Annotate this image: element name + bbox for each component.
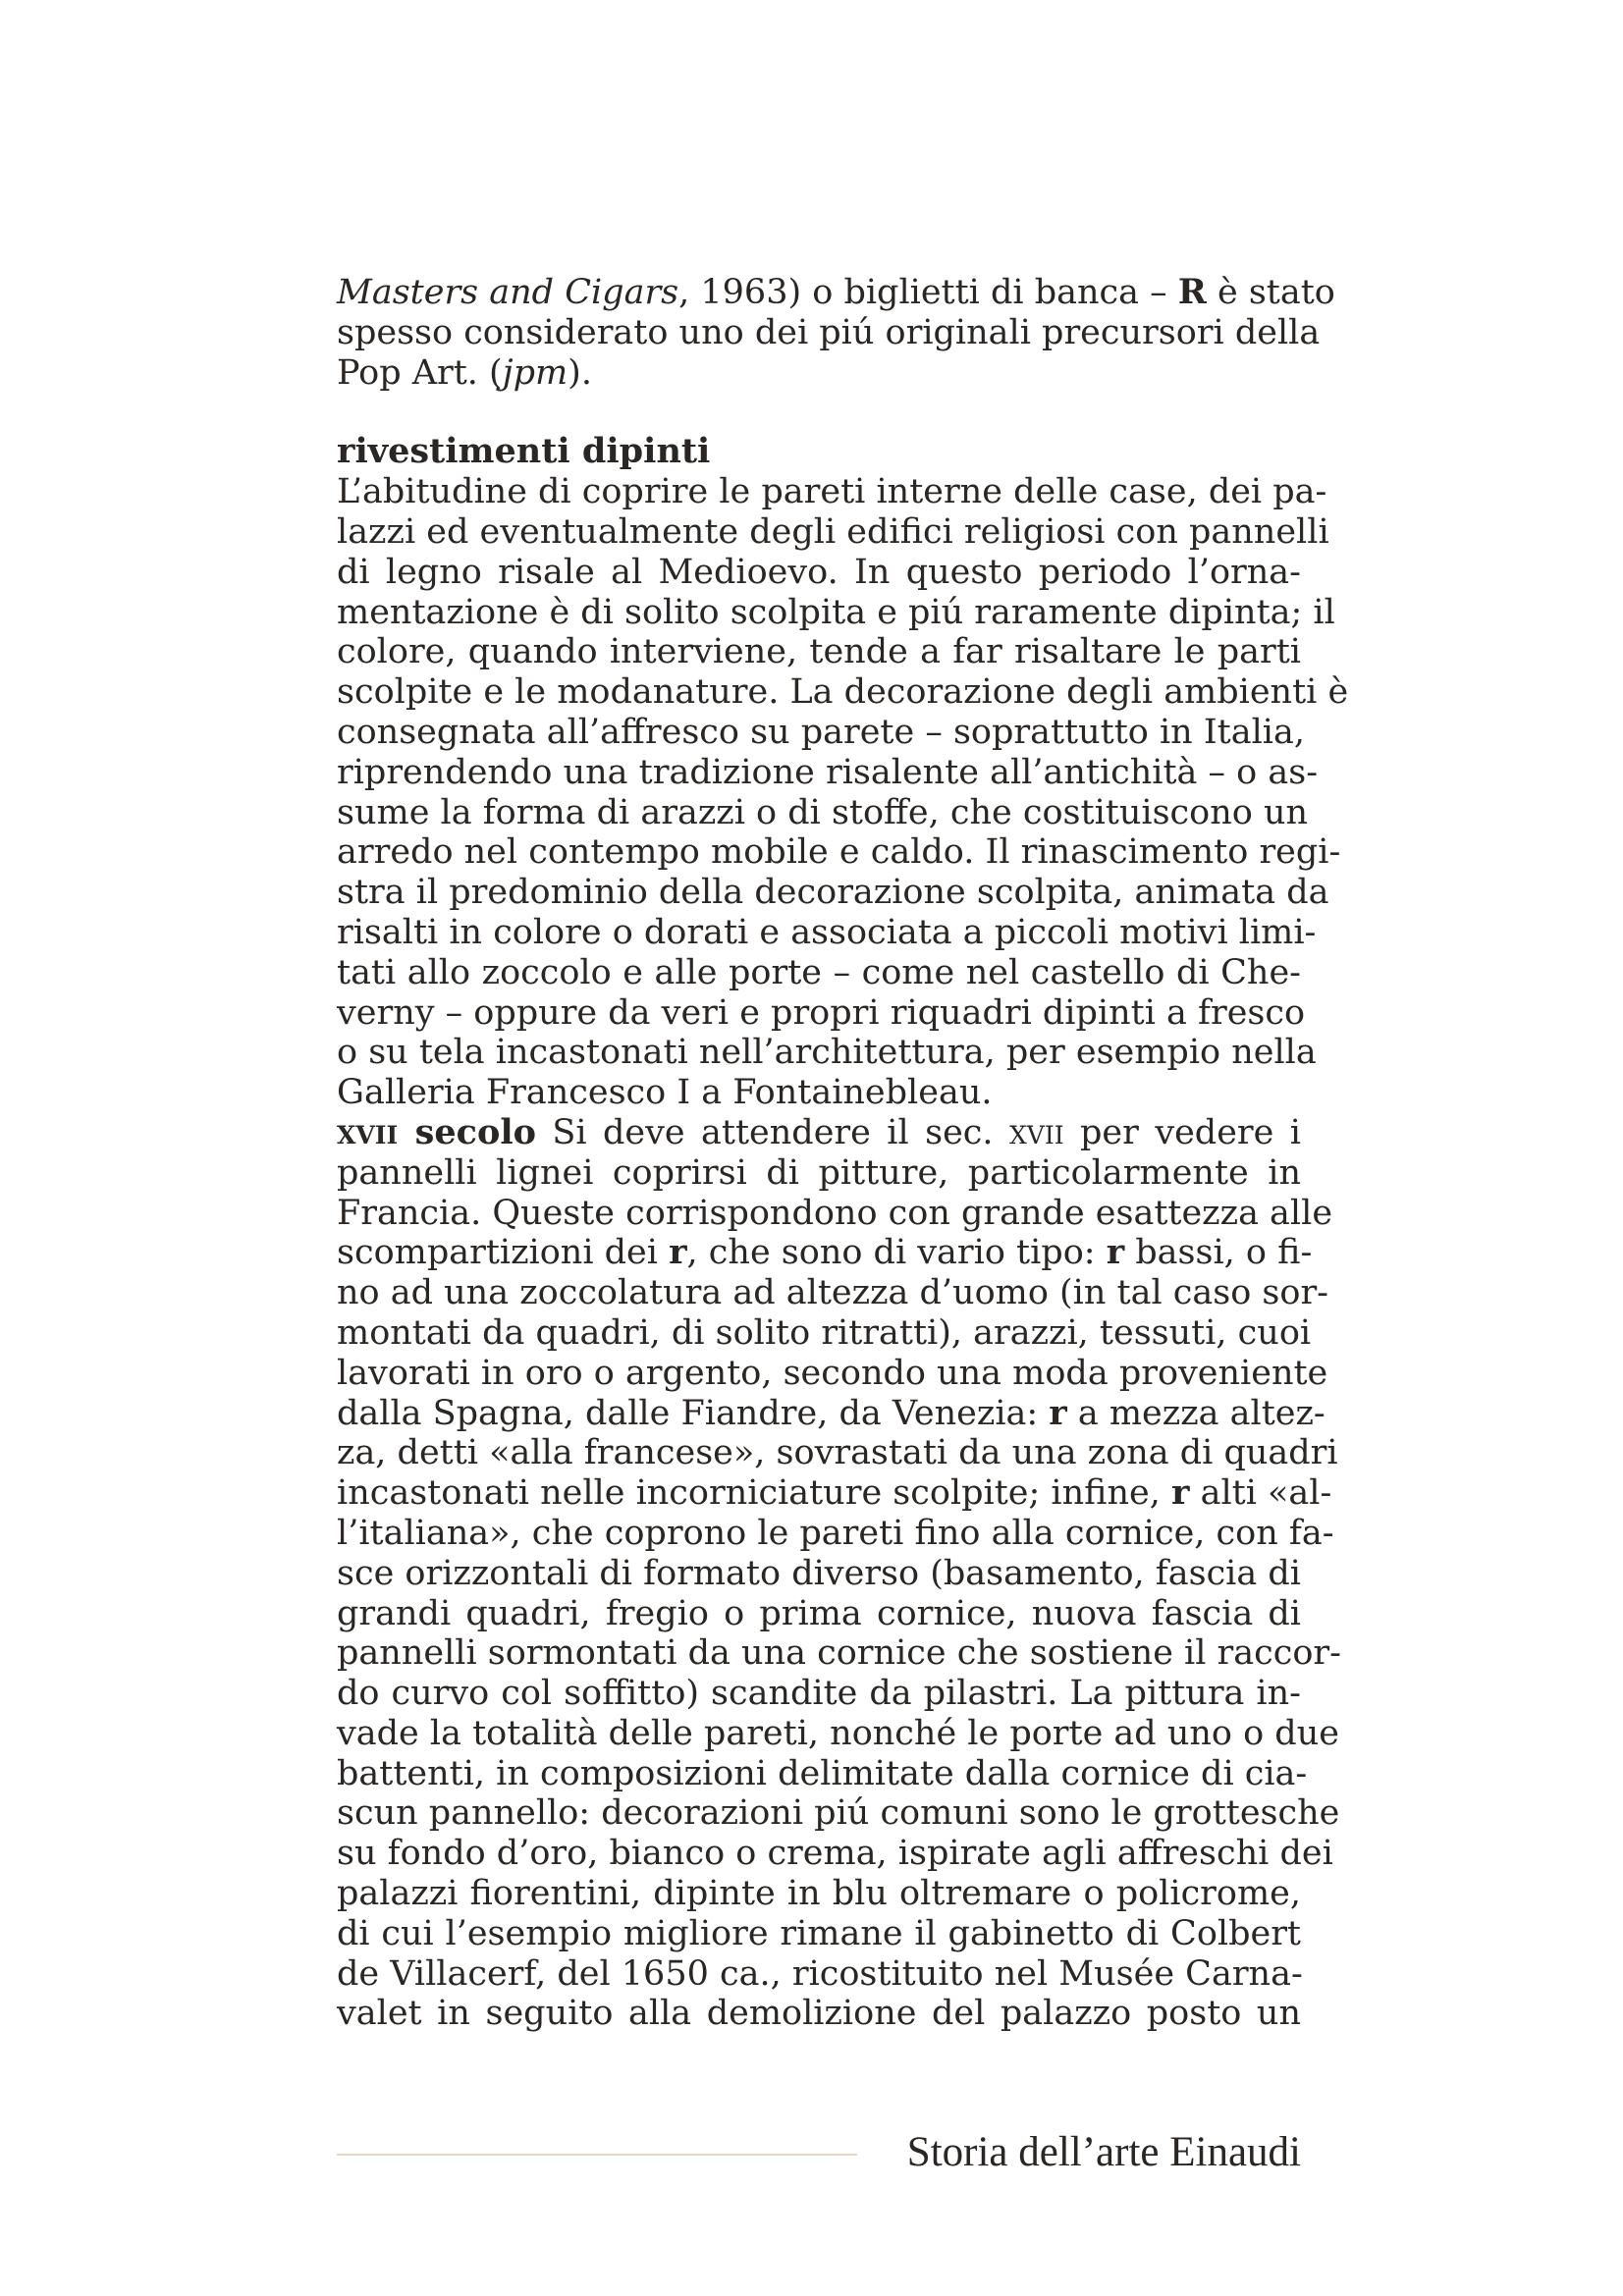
body-line: no ad una zoccolatura ad altezza d’uomo (in tal caso sor-: [337, 1273, 1329, 1313]
century-numeral: xvii: [337, 1111, 399, 1152]
body-line: Francia. Queste corrispondono con grande esattezza alle: [337, 1193, 1333, 1233]
body-line: colore, quando interviene, tende a far risaltare le parti: [337, 632, 1301, 672]
intro-text: Pop Art. (: [337, 352, 503, 393]
section-line-1: [337, 1113, 1301, 1153]
entry-abbrev: R: [1177, 272, 1207, 312]
body-line: di cui l’esempio migliore rimane il gabinetto di Colbert: [337, 1913, 1301, 1953]
body-text: a mezza altez-: [1066, 1393, 1325, 1433]
author-initials: jpm: [502, 352, 568, 393]
body-line: sume la forma di arazzi o di stoffe, che costituiscono un: [337, 792, 1309, 832]
section-label: [337, 1112, 536, 1152]
body-line: [337, 1232, 1313, 1273]
body-line: verny – oppure da veri e propri riquadri dipinti a fresco: [337, 992, 1306, 1033]
intro-text: ).: [568, 352, 592, 393]
body-line: [337, 1472, 1332, 1514]
body-line: L’abitudine di coprire le pareti interne delle case, dei pa-: [337, 472, 1327, 512]
entry-abbrev: r: [1049, 1392, 1067, 1433]
entry-abbrev: r: [669, 1232, 687, 1273]
body-line: Galleria Francesco I a Fontainebleau.: [337, 1073, 993, 1113]
body-line: montati da quadri, di solito ritratti), arazzi, tessuti, cuoi: [337, 1312, 1312, 1353]
body-line: [337, 1392, 1325, 1434]
intro-line-2: spesso considerato uno dei piú originali precursori della: [337, 312, 1321, 352]
body-line: o su tela incastonati nell’architettura, per esempio nella: [337, 1033, 1317, 1073]
body-text: incastonati nelle incorniciature scolpite; infine,: [337, 1473, 1171, 1514]
body-line: tati allo zoccolo e alle porte – come nel castello di Che-: [337, 952, 1301, 992]
body-line: consegnata all’affresco su parete – soprattutto in Italia,: [337, 712, 1305, 752]
entry-heading: rivestimenti dipinti: [337, 431, 711, 472]
body-text: scompartizioni dei: [337, 1233, 670, 1273]
entry-abbrev: r: [1106, 1232, 1125, 1273]
page-text-column: [337, 272, 1349, 2034]
intro-text: è stato: [1206, 273, 1335, 312]
body-line: sce orizzontali di formato diverso (basamento, fascia di: [337, 1553, 1301, 1593]
body-line: risalti in colore o dorati e associata a piccoli motivi limi-: [337, 912, 1317, 952]
body-line: di legno risale al Medioevo. In questo periodo l’orna-: [337, 552, 1301, 592]
body-line: scolpite e le modanature. La decorazione degli ambienti è: [337, 672, 1349, 713]
intro-text: , 1963) o biglietti di banca –: [678, 273, 1178, 312]
body-line: l’italiana», che coprono le pareti fino alla cornice, con fa-: [337, 1513, 1334, 1553]
body-line: vade la totalità delle pareti, nonché le porte ad uno o due: [337, 1713, 1339, 1753]
century-numeral: xvii: [1008, 1112, 1064, 1152]
body-text: dalla Spagna, dalle Fiandre, da Venezia:: [337, 1393, 1050, 1433]
body-line: palazzi fiorentini, dipinte in blu oltremare o policrome,: [337, 1874, 1301, 1914]
body-text: alti «al-: [1189, 1473, 1332, 1514]
entry-abbrev: r: [1171, 1472, 1190, 1514]
intro-line-3: [337, 353, 1301, 394]
body-line: grandi quadri, fregio o prima cornice, nuova fascia di: [337, 1593, 1301, 1633]
body-line: pannelli lignei coprirsi di pitture, particolarmente in: [337, 1152, 1301, 1193]
intro-line-1: [337, 272, 1335, 313]
body-line: stra il predominio della decorazione scolpita, animata da: [337, 873, 1329, 913]
body-line: su fondo d’oro, bianco o crema, ispirate agli affreschi dei: [337, 1834, 1333, 1874]
body-text: , che sono di vario tipo:: [686, 1233, 1107, 1273]
work-title: Masters and Cigars: [337, 273, 679, 312]
body-line: arredo nel contempo mobile e caldo. Il rinascimento regi-: [337, 832, 1341, 873]
section-text: per vedere i: [1063, 1112, 1301, 1152]
body-line: de Villacerf, del 1650 ca., ricostituito nel Musée Carna-: [337, 1953, 1303, 1994]
footer-publisher: Storia dell’arte Einaudi: [906, 2129, 1301, 2175]
section-text: Si deve attendere il sec.: [535, 1112, 1009, 1152]
body-line: do curvo col soffitto) scandite da pilastri. La pittura in-: [337, 1674, 1301, 1714]
body-line: riprendendo una tradizione risalente all’antichità – o as-: [337, 752, 1319, 792]
section-label-word: secolo: [398, 1111, 536, 1152]
body-line: lazzi ed eventualmente degli edifici religiosi con pannelli: [337, 511, 1329, 552]
page-footer: [337, 2128, 1301, 2177]
body-line: scun pannello: decorazioni piú comuni sono le grottesche: [337, 1793, 1340, 1834]
footer-rule: [337, 2154, 857, 2156]
body-line: mentazione è di solito scolpita e piú raramente dipinta; il: [337, 592, 1335, 632]
body-line: lavorati in oro o argento, secondo una moda proveniente: [337, 1353, 1328, 1393]
body-line: valet in seguito alla demolizione del palazzo posto un: [337, 1994, 1301, 2034]
body-line: pannelli sormontati da una cornice che sostiene il raccor-: [337, 1633, 1341, 1674]
body-line: battenti, in composizioni delimitate dalla cornice di cia-: [337, 1753, 1308, 1793]
body-line: za, detti «alla francese», sovrastati da una zona di quadri: [337, 1433, 1338, 1473]
body-text: bassi, o fi-: [1124, 1233, 1313, 1273]
